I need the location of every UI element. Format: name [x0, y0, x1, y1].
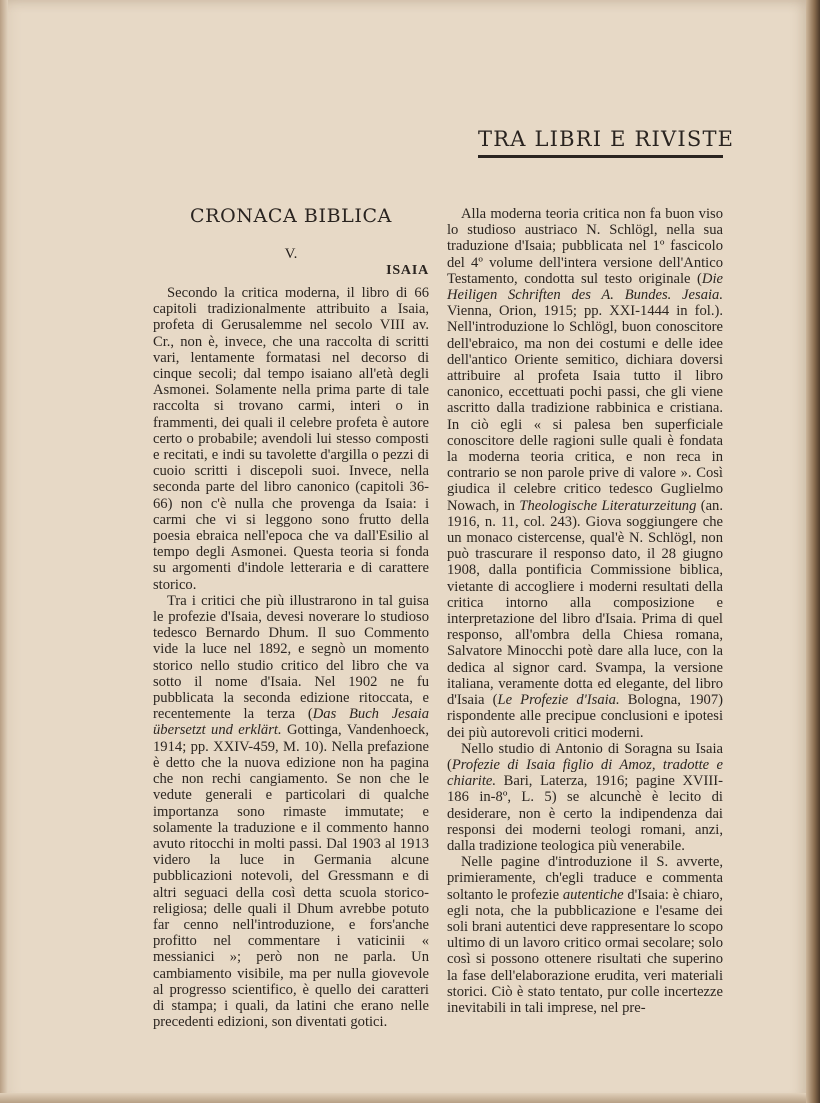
right-column — [447, 206, 723, 1016]
text-span: Tra i critici che più illustrarono in tal guisa le profezie d'Isaia, devesi noverare lo studioso tedesco Bernardo Dhum. Il suo Commento vide la luce nel 1892, e segnò un momento storico nello studio critico del libro che va sotto il nome d'Isaia. Nel 1902 ne fu pubblicata la seconda edizione ritoccata, e recentemente la terza ( — [153, 592, 429, 723]
page-left-edge — [0, 0, 8, 1103]
text-span: d'Isaia: è chiaro, egli nota, che la pubblicazione e l'esame dei soli brani autentici deve rappresentare lo scopo ultimo di un lavoro critico ormai secolare; solo così si possono ottenere risultati che superino la fase dell'elaborazione erudita, veri materiali storici. Ciò è stato tentato, pur colle incertezze inevitabili in tali imprese, nel pre- — [447, 886, 723, 1016]
article-numeral: V. — [284, 246, 298, 262]
article-title: CRONACA BIBLICA — [190, 205, 392, 227]
section-title: TRA LIBRI E RIVISTE — [478, 127, 735, 151]
text-span: Vienna, Orion, 1915; pp. XXI-1444 in fol.). Nell'introduzione lo Schlögl, buon conoscitore dell'ebraico, ma non dei costumi e delle idee dell'antico Oriente semitico, dichiara doversi attribuire al profeta Isaia tutto il libro canonico, eccettuati pochi passi, che gli viene ascritto dalla tradizione rabbinica e cristiana. In ciò egli « si palesa ben superficiale conoscitore delle ragioni sulle quali è fondata la moderna teoria critica, e non reca in contrario se non parole prive di valore ». Così giudica il celebre critico tedesco Guglielmo Nowach, in — [447, 303, 723, 514]
book-spine — [806, 0, 820, 1103]
text-span: Bari, Laterza, 1916; pagine XVIII-186 in-8º, L. 5) se alcunchè è lecito di desiderare, non è certo la indipendenza dai responsi dei moderni teologi romani, anzi, dalla tradizione teologica più venerabile. — [447, 773, 723, 854]
section-title-rule — [478, 155, 723, 158]
text-span: Nelle pagine d'introduzione il S. avverte, primieramente, ch'egli traduce e commenta soltanto le profezie — [447, 854, 723, 903]
journal-title-italic: Theologische Literaturzeitung — [519, 497, 697, 514]
text-span: Nello studio di Antonio di Soragna su Isaia ( — [447, 740, 723, 773]
page-bottom-edge — [0, 1093, 808, 1103]
left-paragraph-1: Secondo la critica moderna, il libro di 66 capitoli tradizionalmente attribuito a Isaia, profeta di Gerusalemme nel secolo VIII av. Cr., non è, invece, che una raccolta di scritti vari, lentamente formatasi nel decorso di cinque secoli; dal tempo isaiano all'età degli Asmonei. Solamente nella prima parte di tale raccolta si trovano carmi, interi o in frammenti, dei quali il celebre profeta è autore certo o probabile; avendoli lui stesso composti e recitati, e indi su tavolette d'argilla o pezzi di cuoio scritti i discepoli suoi. Invece, nella seconda parte del libro canonico (capitoli 36-66) non c'è nulla che provenga da Isaia: i carmi che vi si leggono sono frutto della poesia ebraica nell'epoca che va dall'Esilio al tempo degli Asmonei. Questa teoria si fonda su argomenti d'indole letteraria e di carattere storico. — [153, 285, 429, 593]
text-span: (an. 1916, n. 11, col. 243). Giova soggiungere che un monaco cistercense, qual'è N. Schlögl, non può trascurare il responso dato, il 28 giugno 1908, dalla pontificia Commissione biblica, vietante di accogliere i moderni resultati della critica intorno alla composizione e interpretazione del libro d'Isaia. Prima di quel responso, all'ombra della Chiesa romana, Salvatore Minocchi potè dare alla luce, con la dedica al signor card. Svampa, la versione italiana, veramente dotta ed elegante, del libro d'Isaia ( — [447, 497, 724, 709]
book-title-italic: Le Profezie d'Isaia. — [497, 692, 620, 709]
right-paragraph-1 — [447, 206, 723, 741]
right-paragraph-2 — [447, 741, 723, 854]
article-subheading: ISAIA — [386, 263, 429, 278]
book-title-italic: Profezie di Isaia figlio di Amoz, tradotte e chiarite. — [447, 756, 723, 790]
book-title-italic: Die Heiligen Schriften des A. Bundes. Jesaia. — [447, 270, 723, 304]
right-paragraph-3 — [447, 854, 723, 1016]
book-title-italic: Das Buch Jesaia übersetzt und erklärt. — [153, 706, 429, 739]
text-span: Alla moderna teoria critica non fa buon viso lo studioso austriaco N. Schlögl, nella sua traduzione d'Isaia; pubblicata nel 1º fascicolo del 4º volume dell'intera versione dell'Antico Testamento, condotta sul testo originale ( — [447, 206, 723, 287]
text-span: Bologna, 1907) rispondente alle precipue conclusioni e ipotesi dei più autorevoli critici moderni. — [447, 692, 723, 741]
left-column — [153, 285, 429, 1030]
emphasis-italic: autentiche — [562, 886, 624, 903]
left-paragraph-2 — [153, 593, 429, 1030]
text-span: Gottinga, Vandenhoeck, 1914; pp. XXIV-459, M. 10). Nella prefazione è detto che la nuova edizione non ha pagina che non rechi cangiamento. Se non che le vedute generali e particolari di qualche importanza sono rimaste immutate; e solamente la traduzione e il commento hanno avuto ritocchi in molti passi. Dal 1903 al 1913 videro la luce in Germania alcune pubblicazioni notevoli, del Gressmann e di altri seguaci della così detta scuola storico-religiosa; delle quali il Dhum avrebbe potuto far cenno nell'introduzione, e fors'anche profitto nel commentare i vaticinii « messianici »; però non ne parla. Un cambiamento visibile, ma per nulla giovevole al progresso scientifico, è quello dei caratteri di stampa; i quali, da latini che erano nelle precedenti edizioni, son diventati gotici. — [153, 722, 429, 1031]
